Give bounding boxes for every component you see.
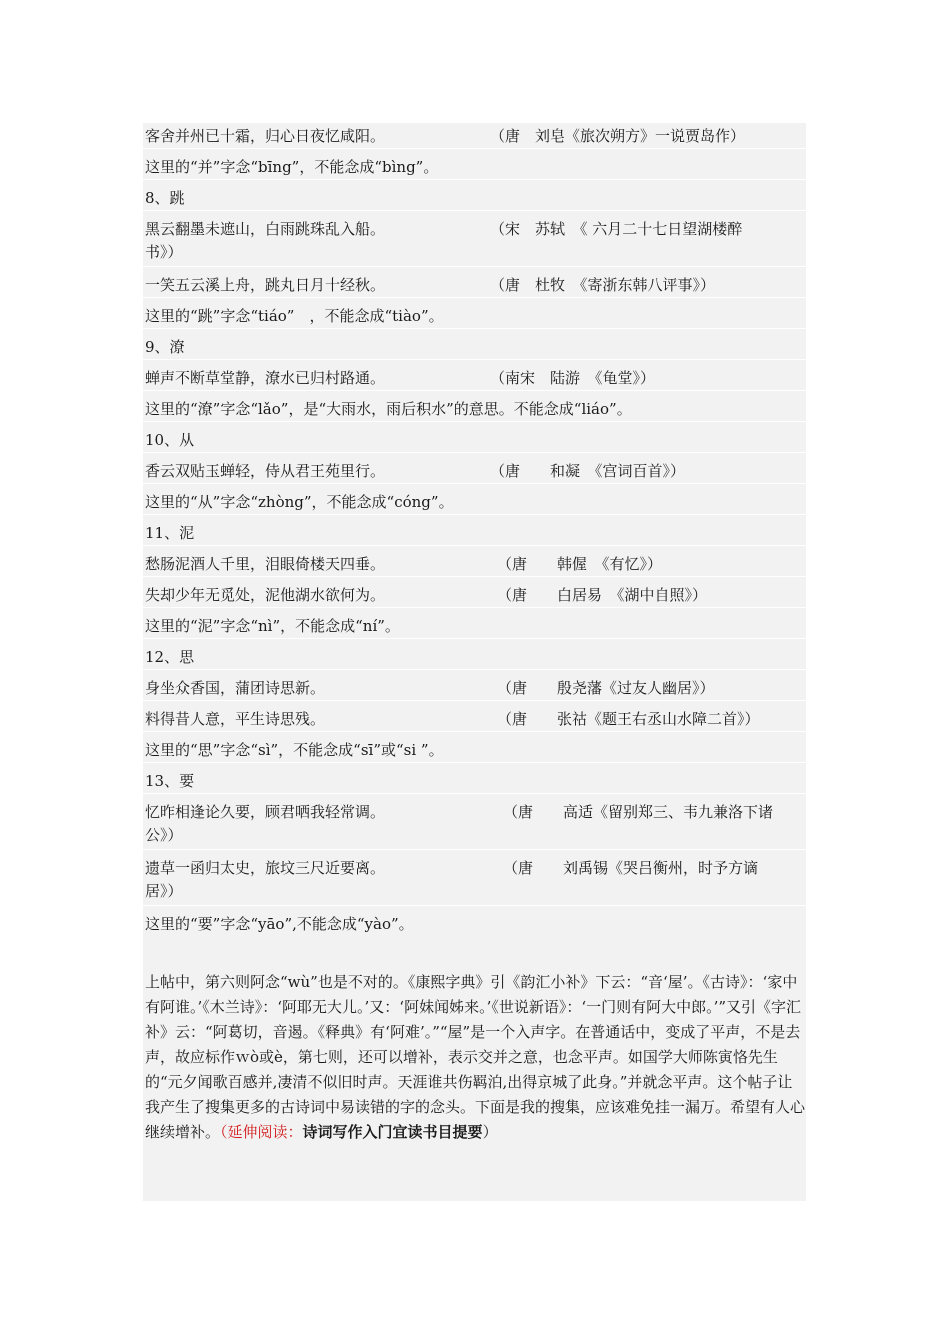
row-divider (143, 210, 806, 211)
note-line: 这里的“思”字念“sì”，不能念成“sī”或“si ”。 (145, 741, 444, 759)
row-divider (143, 576, 806, 577)
section-heading: 8、跳 (145, 189, 185, 207)
poem-verse: 忆昨相逢论久要，顾君哂我轻常调。 (145, 803, 386, 821)
poem-source: （唐 高适《留别郑三、韦九兼洛下诸 (503, 803, 774, 821)
poem-source: （唐 韩偓 《有忆》） (497, 555, 663, 573)
poem-source: （唐 白居易 《湖中自照》） (497, 586, 708, 604)
row-divider (143, 700, 806, 701)
poem-source: （唐 殷尧藩《过友人幽居》） (497, 679, 715, 697)
poem-verse: 愁肠泥酒人千里，泪眼倚楼天四垂。 (145, 555, 386, 573)
paragraph-open-paren: （ (220, 1123, 228, 1141)
poem-verse: 身坐众香国，蒲团诗思新。 (145, 679, 326, 697)
row-divider (143, 179, 806, 180)
closing-paragraph (145, 970, 805, 1145)
poem-line (145, 460, 805, 482)
row-divider (143, 359, 806, 360)
poem-line (145, 125, 805, 147)
note-line: 这里的“并”字念“bīng”，不能念成“bìng”。 (145, 158, 439, 176)
row-divider (143, 638, 806, 639)
poem-line (145, 801, 805, 823)
row-divider (143, 452, 806, 453)
note-line: 这里的“要”字念“yāo”,不能念成“yào”。 (145, 915, 414, 933)
note-line: 这里的“泥”字念“nì”，不能念成“ní”。 (145, 617, 400, 635)
poem-line (145, 367, 805, 389)
poem-line (145, 677, 805, 699)
row-divider (143, 390, 806, 391)
poem-verse: 失却少年无觅处，泥他湖水欲何为。 (145, 586, 386, 604)
row-divider (143, 731, 806, 732)
poem-source: （唐 和凝 《宫词百首》） (490, 462, 686, 480)
row-divider (143, 905, 806, 906)
poem-verse: 一笑五云溪上舟，跳丸日月十经秋。 (145, 276, 386, 294)
poem-source: （唐 刘皂《旅次朔方》一说贾岛作） (490, 127, 746, 145)
further-reading-label: 延伸阅读： (227, 1123, 303, 1141)
row-divider (143, 266, 806, 267)
row-divider (143, 545, 806, 546)
poem-source: （唐 杜牧 《寄浙东韩八评事》） (490, 276, 716, 294)
row-divider (143, 148, 806, 149)
row-divider (143, 793, 806, 794)
section-heading: 9、潦 (145, 338, 185, 356)
section-heading: 11、泥 (145, 524, 195, 542)
poem-line (145, 274, 805, 296)
row-divider (143, 328, 806, 329)
row-divider (143, 607, 806, 608)
poem-source: （南宋 陆游 《龟堂》） (490, 369, 656, 387)
row-divider (143, 849, 806, 850)
poem-source: （宋 苏轼 《 六月二十七日望湖楼醉 (490, 220, 743, 238)
note-line: 这里的“从”字念“zhòng”，不能念成“cóng”。 (145, 493, 454, 511)
poem-line (145, 553, 805, 575)
further-reading-link[interactable]: 诗词写作入门宜读书目提要 (302, 1123, 483, 1141)
poem-line (145, 857, 805, 879)
poem-verse: 蝉声不断草堂静，潦水已归村路通。 (145, 369, 386, 387)
row-divider (143, 297, 806, 298)
poem-verse: 黑云翻墨未遮山，白雨跳珠乱入船。 (145, 220, 386, 238)
note-line: 这里的“跳”字念“tiáo” ，不能念成“tiào”。 (145, 307, 444, 325)
section-heading: 13、要 (145, 772, 195, 790)
poem-source: （唐 张祜《题王右丞山水障二首》） (497, 710, 760, 728)
poem-line (145, 584, 805, 606)
poem-verse: 遗草一函归太史，旅坟三尺近要离。 (145, 859, 386, 877)
row-divider (143, 421, 806, 422)
poem-verse: 料得昔人意，平生诗思残。 (145, 710, 326, 728)
poem-source-continued: 书》） (145, 243, 183, 261)
poem-source-continued: 居》） (145, 882, 183, 900)
poem-line (145, 218, 805, 240)
note-line: 这里的“潦”字念“lǎo”，是“大雨水，雨后积水”的意思。不能念成“liáo”。 (145, 400, 632, 418)
row-divider (143, 669, 806, 670)
row-divider (143, 483, 806, 484)
paragraph-close-paren: ） (482, 1123, 498, 1141)
row-divider (143, 762, 806, 763)
poem-verse: 客舍并州已十霜，归心日夜忆咸阳。 (145, 127, 386, 145)
poem-source-continued: 公》） (145, 826, 183, 844)
section-heading: 10、从 (145, 431, 195, 449)
paragraph-body: 上帖中，第六则阿念“wù”也是不对的。《康熙字典》引《韵汇小补》下云：“音‘屋’。《古诗》：‘家中有阿谁。’《木兰诗》：‘阿耶无大儿。’又：‘阿妹闻姊来。’《世说新语》：‘一门则有阿大中郎。’”又引《字汇补》云：“阿葛切，音遏。《释典》有‘阿难’。”“屋”是一个入声字。在普通话中，变成了平声，不是去声，故应标作ｗò或è，第七则，还可以增补，表示交并之意，也念平声。如国学大师陈寅恪先生的“元夕闻歌百感并,凄清不似旧时声。天涯谁共伤羁泊,出得京城了此身。”并就念平声。这个帖子让我产生了搜集更多的古诗词中易读错的字的念头。下面是我的搜集，应该难免挂一漏万。希望有人心继续增补。 (145, 973, 806, 1141)
poem-line (145, 708, 805, 730)
row-divider (143, 514, 806, 515)
poem-verse: 香云双贴玉蝉轻，侍从君王苑里行。 (145, 462, 386, 480)
section-heading: 12、思 (145, 648, 195, 666)
poem-source: （唐 刘禹锡《哭吕衡州，时予方谪 (503, 859, 759, 877)
